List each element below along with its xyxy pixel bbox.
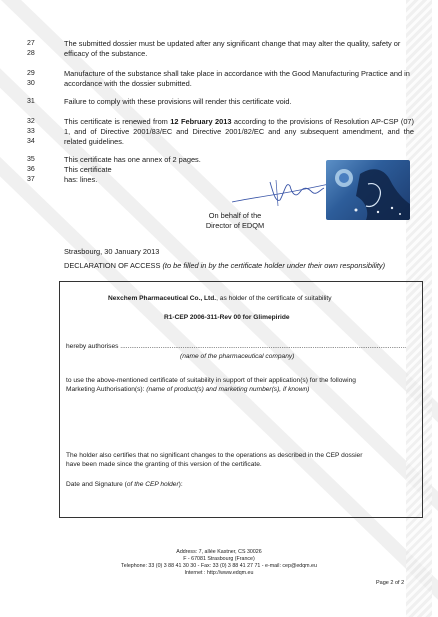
- line-number: 37: [27, 176, 35, 183]
- signature-line-2: Director of EDQM: [205, 221, 265, 230]
- paragraph-manufacture: Manufacture of the substance shall take place in accordance with the Good Manufacturing Practice and in accordance with the dossier submitted.: [64, 69, 410, 88]
- paragraph-renewal: [64, 117, 414, 147]
- handwritten-signature: [230, 172, 340, 212]
- footer-web: Internet : http://www.edqm.eu: [184, 570, 254, 576]
- footer-address: Address: 7, allée Kastner, CS 30026: [176, 549, 262, 555]
- line-number: 33: [27, 128, 35, 135]
- line-number: 31: [27, 98, 35, 105]
- renewal-text-start: This certificate is renewed from: [64, 117, 171, 126]
- holder-suffix: , as holder of the certificate of suitability: [216, 295, 332, 302]
- authorises-blank[interactable]: ............................................................................................................................................................: [120, 343, 406, 350]
- paragraph-annex: This certificate has one annex of 2 pages.: [64, 155, 201, 164]
- certify-line-2: have been made since the granting of this version of the certificate.: [66, 461, 262, 468]
- line-number: 35: [27, 156, 35, 163]
- paragraph-lines: This certificate has: lines.: [64, 165, 112, 184]
- line-number: 36: [27, 166, 35, 173]
- declaration-heading: [64, 261, 434, 271]
- line-number: 28: [27, 50, 35, 57]
- declaration-of-access-box: [59, 281, 423, 518]
- use-text-line-1: to use the above-mentioned certificate of suitability in support of their application(s) for the following: [66, 377, 356, 384]
- footer-city: F - 67081 Strasbourg (France): [183, 556, 255, 562]
- paragraph-dossier-update: The submitted dossier must be updated after any significant change that may alter the quality, safety or efficacy of the substance.: [64, 39, 401, 58]
- line-number: 29: [27, 70, 35, 77]
- authorises-label: hereby authorises: [66, 343, 119, 350]
- holder-name: Nexchem Pharmaceutical Co., Ltd.: [108, 295, 217, 302]
- pharma-company-note: (name of the pharmaceutical company): [180, 353, 295, 360]
- place-date: Strasbourg, 30 January 2013: [64, 247, 160, 256]
- footer-contact: Telephone: 33 (0) 3 88 41 30 30 - Fax: 33 (0) 3 88 41 27 71 - e-mail: cep@edqm.eu: [121, 563, 317, 569]
- certify-line-1: The holder also certifies that no significant changes to the operations as described in the CEP dossier: [66, 452, 363, 459]
- marketing-note: (name of product(s) and marketing number(s), if known): [146, 386, 310, 393]
- declaration-title: DECLARATION OF ACCESS: [64, 261, 161, 270]
- renewal-date: 12 February 2013: [170, 117, 232, 126]
- authorises-line: [66, 342, 406, 351]
- page-number: Page 2 of 2: [376, 580, 405, 586]
- line-number: 34: [27, 138, 35, 145]
- date-signature-label: Date and Signature (of the CEP holder):: [66, 481, 183, 488]
- line-number: 30: [27, 80, 35, 87]
- paragraph-failure: Failure to comply with these provisions will render this certificate void.: [64, 97, 292, 106]
- edqm-hologram-seal: [326, 160, 410, 220]
- use-text-line-2: Marketing Authorisation(s): (name of product(s) and marketing number(s), if known): [66, 386, 310, 393]
- renewal-text-end: according to the provisions of Resolution AP-CSP (07) 1, and of Directive 2001/83/EC and Directive 2001/82/EC and any subsequent amendment, and the related guidelines.: [64, 117, 415, 146]
- declaration-note: (to be filled in by the certificate holder under their own responsibility): [162, 261, 386, 270]
- line-number: 27: [27, 40, 35, 47]
- line-number: 32: [27, 118, 35, 125]
- holder-statement: [108, 294, 418, 303]
- cep-reference: R1-CEP 2006-311-Rev 00 for Glimepiride: [164, 314, 290, 321]
- signature-line-1: On behalf of the: [208, 211, 262, 220]
